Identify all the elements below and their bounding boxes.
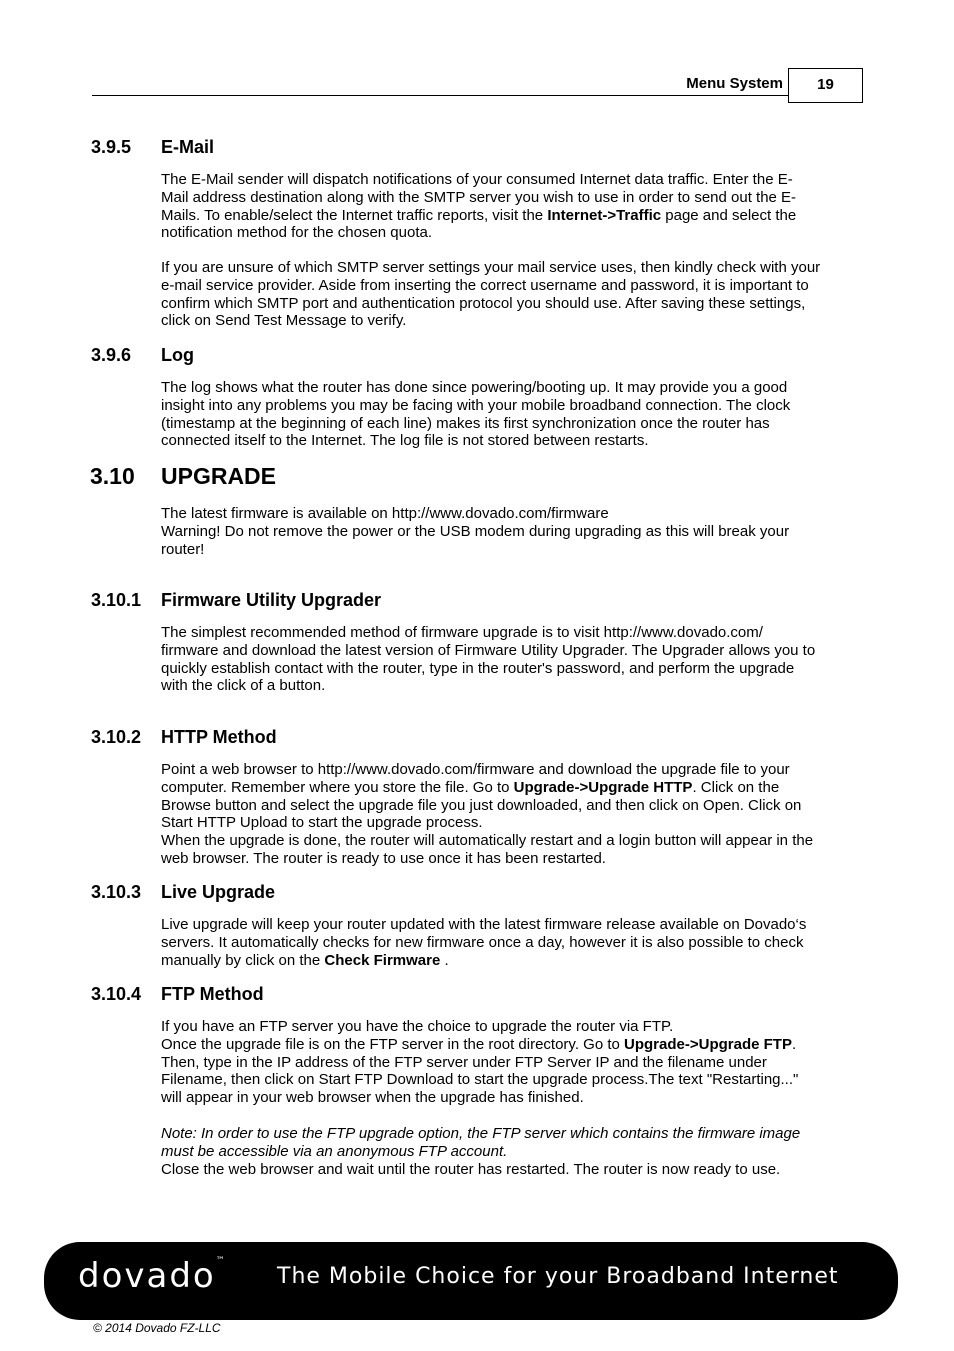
text-line: e-mail service provider. Aside from inserting the correct username and password, it is important to bbox=[161, 276, 809, 294]
heading-firmware-utility-upgrader bbox=[91, 590, 381, 611]
heading-number: 3.10 bbox=[90, 463, 135, 489]
heading-text: HTTP Method bbox=[161, 727, 277, 747]
ftp-note bbox=[161, 1125, 866, 1143]
text-run: manually by click on the bbox=[161, 951, 325, 969]
text-line: Start HTTP Upload to start the upgrade process. bbox=[161, 814, 483, 832]
email-paragraph-2 bbox=[161, 259, 866, 330]
text-line: Live upgrade will keep your router updated with the latest firmware release available on Dovado‘s bbox=[161, 916, 807, 933]
text-run: . bbox=[791, 1035, 797, 1053]
text-line: The E-Mail sender will dispatch notifications of your consumed Internet data traffic. Enter the E- bbox=[161, 171, 793, 188]
heading-text: Live Upgrade bbox=[161, 882, 276, 902]
text-run: . bbox=[440, 951, 449, 969]
text-line: servers. It automatically checks for new firmware once a day, however it is also possible to check bbox=[161, 933, 804, 951]
text-line: The latest firmware is available on http://www.dovado.com/firmware bbox=[161, 505, 609, 522]
dovado-logo bbox=[78, 1256, 227, 1296]
ftp-method-paragraph-1 bbox=[161, 1018, 866, 1107]
note-text: Note: In order to use the FTP upgrade option, the FTP server which contains the firmware image bbox=[161, 1125, 801, 1142]
copyright: © 2014 Dovado FZ-LLC bbox=[93, 1321, 221, 1335]
heading-number: 3.9.5 bbox=[91, 137, 132, 157]
heading-number: 3.9.6 bbox=[91, 345, 132, 365]
trademark-mark: ™ bbox=[215, 1256, 227, 1266]
heading-text: UPGRADE bbox=[161, 463, 277, 489]
text-line: click on Send Test Message to verify. bbox=[161, 312, 407, 330]
text-line: Then, type in the IP address of the FTP server under FTP Server IP and the filename under bbox=[161, 1053, 767, 1071]
text-line: confirm which SMTP port and authentication protocol you should use. After saving these settings, bbox=[161, 294, 806, 312]
text-line bbox=[161, 952, 866, 970]
heading-number: 3.10.4 bbox=[91, 984, 142, 1004]
text-line: The log shows what the router has done since powering/booting up. It may provide you a good bbox=[161, 379, 788, 396]
text-line: Filename, then click on Start FTP Download to start the upgrade process.The text "Restarting..." bbox=[161, 1071, 799, 1089]
menu-path-upgrade-ftp: Upgrade->Upgrade FTP bbox=[624, 1035, 792, 1053]
text-line: router! bbox=[161, 540, 205, 558]
text-line: Close the web browser and wait until the router has restarted. The router is now ready to use. bbox=[161, 1160, 781, 1178]
text-line bbox=[161, 207, 866, 225]
text-run: . Click on the bbox=[692, 778, 780, 796]
text-line: Browse button and select the upgrade file you just downloaded, and then click on Open. Click on bbox=[161, 796, 802, 814]
text-line: When the upgrade is done, the router will automatically restart and a login button will appear in the bbox=[161, 832, 814, 850]
heading-upgrade bbox=[90, 463, 276, 490]
email-paragraph-1 bbox=[161, 171, 866, 242]
menu-path-upgrade-http: Upgrade->Upgrade HTTP bbox=[513, 778, 693, 796]
text-line: Point a web browser to http://www.dovado.com/firmware and download the upgrade file to your bbox=[161, 761, 790, 778]
page-number: 19 bbox=[788, 68, 863, 103]
menu-path-internet-traffic: Internet->Traffic bbox=[547, 206, 662, 224]
text-line: If you have an FTP server you have the choice to upgrade the router via FTP. bbox=[161, 1018, 674, 1035]
live-upgrade-paragraph bbox=[161, 916, 866, 969]
heading-text: Firmware Utility Upgrader bbox=[161, 590, 382, 610]
upgrade-paragraph bbox=[161, 505, 866, 558]
note-text: must be accessible via an anonymous FTP account. bbox=[161, 1142, 508, 1160]
header-divider bbox=[92, 95, 788, 96]
heading-text: E-Mail bbox=[161, 137, 215, 157]
check-firmware-label: Check Firmware bbox=[324, 951, 441, 969]
text-run: Mails. To enable/select the Internet traffic reports, visit the bbox=[161, 206, 548, 224]
text-line: The simplest recommended method of firmware upgrade is to visit http://www.dovado.com/ bbox=[161, 624, 763, 641]
heading-text: Log bbox=[161, 345, 194, 365]
text-run: page and select the bbox=[661, 206, 797, 224]
text-line: quickly establish contact with the router, type in the router's password, and perform the upgrade bbox=[161, 659, 795, 677]
heading-live-upgrade bbox=[91, 882, 275, 903]
text-line: Mail address destination along with the SMTP server you wish to use in order to send out the E- bbox=[161, 188, 797, 206]
heading-ftp-method bbox=[91, 984, 264, 1005]
text-line: (timestamp at the beginning of each line) makes its first synchronization once the router has bbox=[161, 414, 770, 432]
heading-number: 3.10.2 bbox=[91, 727, 142, 747]
text-run: Once the upgrade file is on the FTP server in the root directory. Go to bbox=[161, 1035, 625, 1053]
header-title: Menu System bbox=[686, 75, 783, 92]
text-line: with the click of a button. bbox=[161, 677, 326, 695]
text-line: web browser. The router is ready to use once it has been restarted. bbox=[161, 849, 606, 867]
log-paragraph bbox=[161, 379, 866, 450]
heading-log bbox=[91, 345, 194, 366]
text-run: computer. Remember where you store the file. Go to bbox=[161, 778, 514, 796]
text-line: notification method for the chosen quota. bbox=[161, 224, 433, 242]
heading-text: FTP Method bbox=[161, 984, 264, 1004]
text-line bbox=[161, 1036, 866, 1054]
text-line: will appear in your web browser when the upgrade has finished. bbox=[161, 1089, 584, 1107]
ftp-note bbox=[161, 1143, 866, 1161]
firmware-utility-paragraph bbox=[161, 624, 866, 695]
footer-tagline: The Mobile Choice for your Broadband Internet bbox=[277, 1264, 839, 1289]
text-line bbox=[161, 779, 866, 797]
heading-number: 3.10.3 bbox=[91, 882, 142, 902]
text-line: connected itself to the Internet. The log file is not stored between restarts. bbox=[161, 432, 649, 450]
text-line: Warning! Do not remove the power or the USB modem during upgrading as this will break your bbox=[161, 522, 790, 540]
ftp-method-paragraph-2 bbox=[161, 1125, 866, 1178]
logo-text: dovado bbox=[78, 1256, 216, 1296]
text-line: insight into any problems you may be facing with your mobile broadband connection. The clock bbox=[161, 396, 791, 414]
text-line: If you are unsure of which SMTP server settings your mail service uses, then kindly check with your bbox=[161, 259, 821, 276]
http-method-paragraph bbox=[161, 761, 866, 868]
heading-email bbox=[91, 137, 214, 158]
text-line: firmware and download the latest version of Firmware Utility Upgrader. The Upgrader allows you to bbox=[161, 641, 816, 659]
heading-http-method bbox=[91, 727, 277, 748]
heading-number: 3.10.1 bbox=[91, 590, 142, 610]
